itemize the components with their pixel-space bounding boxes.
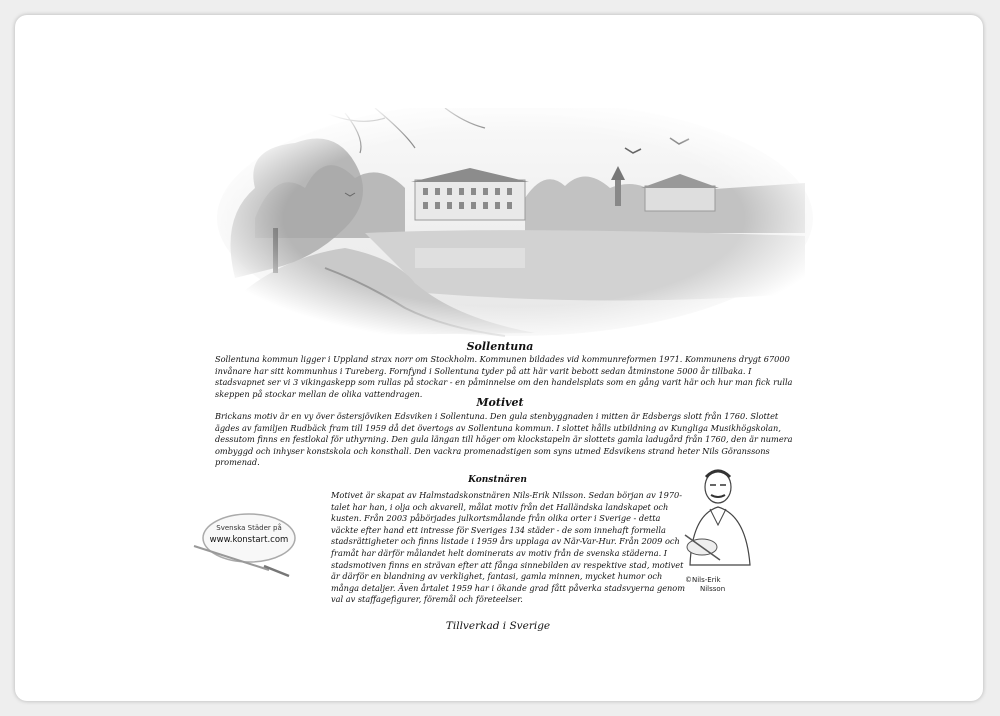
text-motivet: Brickans motiv är en vy över östersjöviken Edsviken i Sollentuna. Den gula stenbyggnaden i mitten är Edsbergs slott från 1760. Slottet ägdes av familjen Rudbäck fram till 1959 då det övertogs av Sollentuna kommun. I slottet hålls utbildning av Kungliga Musikhögskolan, dessutom finns en festlokal för uthyrning. Den gula längan till höger om klockstapeln är slottets gamla ladugård från 1760, den är numera ombyggd och inhyser konstskola och konsthall. Den vackra promenadstigen som syns utmed Edsvikens strand heter Nils Göranssons promenad. — [215, 411, 793, 467]
text-konstnaren: Motivet är skapat av Halmstadskonstnären Nils-Erik Nilsson. Sedan början av 1970-talet har han, i olja och akvarell, målat motiv från det Halländska landskapet och kusten. Från 2003 påbörjades julkortsmålande från olika orter i Sverige - detta väckte efter hand ett intresse för Sveriges 134 städer - de som innehaft formella stadsrättigheter och finns listade i 1959 års upplaga av När-Var-Hur. Från 2009 och framåt har därför målandet helt dominerats av motiv från de svenska städerna. I stadsmotiven finns en strävan efter att fånga sinnebilden av respektive stad, motivet är därför en blandning av verklighet, fantasi, gamla minnen, mycket humor och många detaljer. Även årtalet 1959 har i ökande grad fått påverka stadsvyerna genom val av staffagefigurer, föremål och företeelser. — [331, 490, 685, 605]
portrait-signature-2: Nilsson — [700, 585, 726, 593]
heading-konstnaren: Konstnären — [468, 475, 527, 485]
heading-motivet: Motivet — [476, 396, 524, 409]
made-in-sweden: Tillverkad i Sverige — [445, 620, 551, 632]
heading-sollentuna: Sollentuna — [466, 340, 534, 353]
logo-url-text: www.konstart.com — [209, 535, 289, 545]
konstart-logo — [189, 508, 299, 578]
lake-painting — [215, 108, 813, 338]
portrait-signature-1: ©Nils-Erik — [685, 576, 721, 584]
text-sollentuna: Sollentuna kommun ligger i Uppland strax norr om Stockholm. Kommunen bildades vid kommunreformen 1971. Kommunens drygt 67000 invånare har sitt kommunhus i Tureberg. Fornfynd i Sollentuna tyder på att här varit bebott sedan åtminstone 5000 år tillbaka. I stadsvapnet ser vi 3 vikingaskepp som rullas på stockar - en påminnelse om den handelsplats som en gång varit här och hur man fick rulla skeppen på stockar mellan de olika vattendragen. — [215, 354, 793, 399]
logo-top-text: Svenska Städer på — [216, 524, 282, 532]
artist-portrait — [680, 465, 770, 600]
palette-icon — [189, 508, 299, 578]
